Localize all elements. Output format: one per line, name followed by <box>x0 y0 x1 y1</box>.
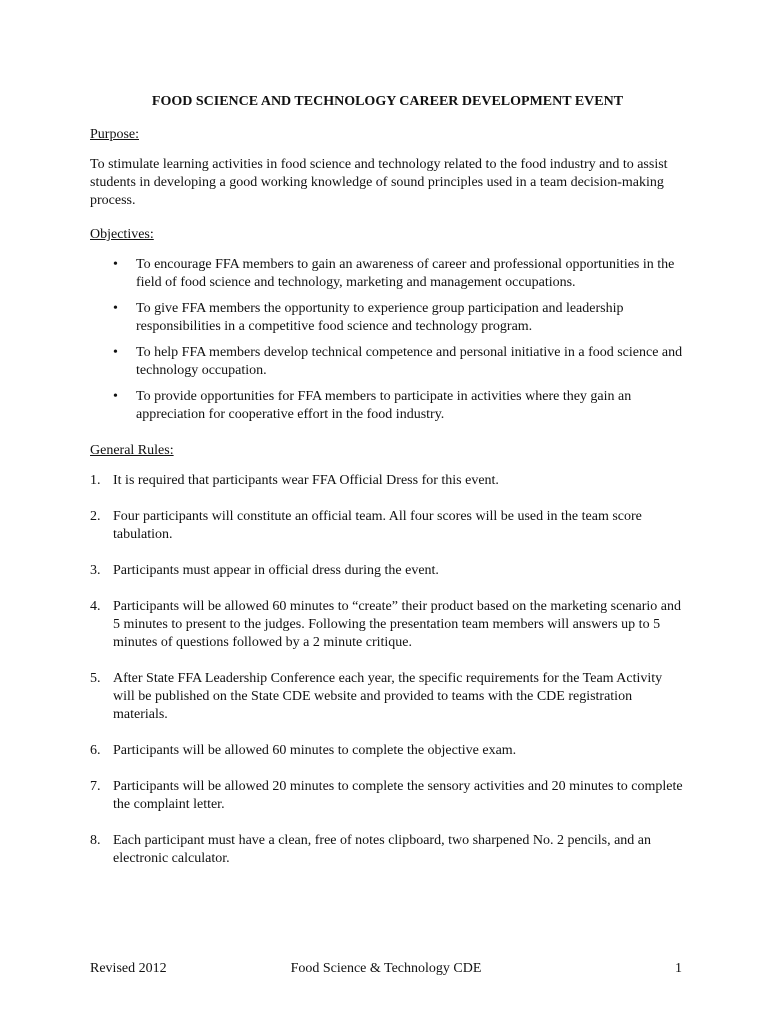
objectives-list <box>90 256 685 424</box>
objective-text: To help FFA members develop technical competence and personal initiative in a food science and technology occupation. <box>136 345 683 378</box>
rule-item <box>90 670 685 724</box>
purpose-heading: Purpose: <box>90 127 139 142</box>
rule-number: 1. <box>90 473 101 488</box>
document-title: FOOD SCIENCE AND TECHNOLOGY CAREER DEVELOPMENT EVENT <box>151 94 624 109</box>
rule-number: 6. <box>90 743 101 758</box>
rule-item <box>90 742 685 760</box>
rule-text: Four participants will constitute an official team. All four scores will be used in the team score tabulation. <box>113 509 642 542</box>
rule-number: 2. <box>90 509 101 524</box>
bullet-icon: • <box>113 389 118 404</box>
objective-text: To give FFA members the opportunity to experience group participation and leadership responsibilities in a competitive food science and technology program. <box>136 301 624 334</box>
document-body <box>90 93 685 886</box>
rule-number: 5. <box>90 671 101 686</box>
bullet-icon: • <box>113 345 118 360</box>
objective-text: To encourage FFA members to gain an awareness of career and professional opportunities in the field of food science and technology, marketing and management occupations. <box>136 257 675 290</box>
rule-number: 8. <box>90 833 101 848</box>
rule-text: Participants will be allowed 20 minutes to complete the sensory activities and 20 minutes to complete the complaint letter. <box>113 779 683 812</box>
rule-item <box>90 508 685 544</box>
objective-item <box>90 300 685 336</box>
footer-revision: Revised 2012 <box>90 961 167 976</box>
purpose-text: To stimulate learning activities in food science and technology related to the food industry and to assist students in developing a good working knowledge of sound principles used in a team decision-making process. <box>90 157 668 208</box>
rule-text: Participants will be allowed 60 minutes to complete the objective exam. <box>113 743 517 758</box>
rule-number: 7. <box>90 779 101 794</box>
rule-item <box>90 472 685 490</box>
general-rules-heading: General Rules: <box>90 443 174 458</box>
rule-text: It is required that participants wear FFA Official Dress for this event. <box>113 473 499 488</box>
rule-text: Participants will be allowed 60 minutes to “create” their product based on the marketing scenario and 5 minutes to present to the judges. Following the presentation team members will answers up to 5 minutes of questions followed by a 2 minute critique. <box>113 599 681 650</box>
rule-text: After State FFA Leadership Conference each year, the specific requirements for the Team Activity will be published on the State CDE website and provided to teams with the CDE registration materials. <box>113 671 663 722</box>
rule-text: Each participant must have a clean, free of notes clipboard, two sharpened No. 2 pencils, and an electronic calculator. <box>113 833 652 866</box>
rule-item <box>90 832 685 868</box>
page-footer <box>90 959 682 979</box>
objective-text: To provide opportunities for FFA members to participate in activities where they gain an appreciation for cooperative effort in the food industry. <box>136 389 632 422</box>
footer-title: Food Science & Technology CDE <box>290 961 482 976</box>
general-rules-list <box>90 472 685 868</box>
objective-item <box>90 256 685 292</box>
bullet-icon: • <box>113 301 118 316</box>
objective-item <box>90 388 685 424</box>
objectives-heading: Objectives: <box>90 227 154 242</box>
footer-page-number: 1 <box>675 961 682 976</box>
rule-text: Participants must appear in official dress during the event. <box>113 563 439 578</box>
bullet-icon: • <box>113 257 118 272</box>
rule-item <box>90 562 685 580</box>
rule-item <box>90 598 685 652</box>
rule-item <box>90 778 685 814</box>
rule-number: 3. <box>90 563 101 578</box>
objective-item <box>90 344 685 380</box>
rule-number: 4. <box>90 599 101 614</box>
